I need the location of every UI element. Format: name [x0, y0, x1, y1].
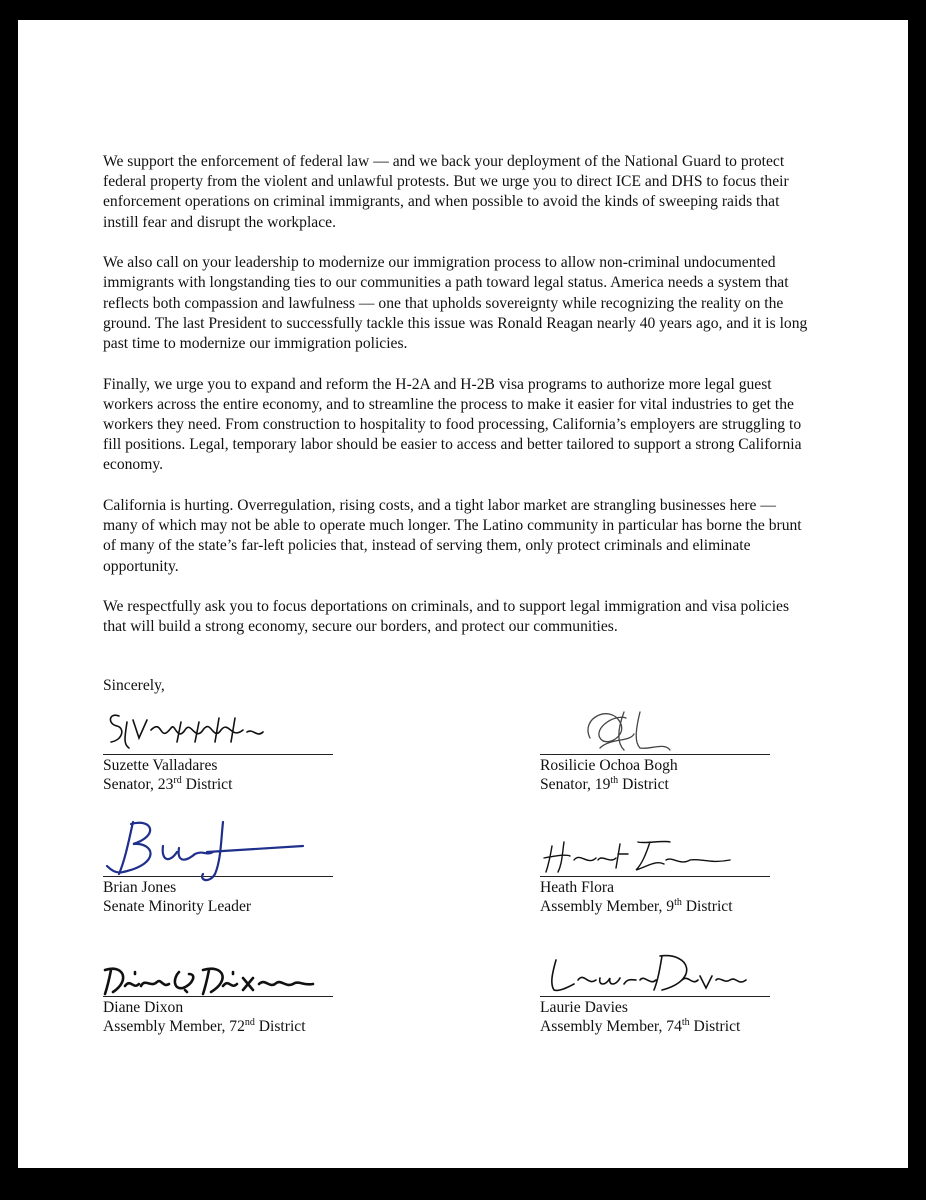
closing-salutation: Sincerely,	[103, 677, 165, 694]
signature-line	[103, 708, 333, 755]
signature-line	[103, 830, 333, 877]
handwritten-signature	[540, 830, 770, 876]
signatory-name: Diane Dixon	[103, 999, 184, 1016]
signature-block	[540, 950, 770, 1035]
handwritten-signature	[103, 708, 333, 754]
paragraph-visa-programs: Finally, we urge you to expand and reform the H-2A and H-2B visa programs to authorize more legal guest workers across the entire economy, and to streamline the process to make it easier for vital industries to get the workers they need. From construction to hospitality to food processing, California’s employers are struggling to fill positions. Legal, temporary labor should be easier to access and better tailored to support a strong California economy.	[103, 375, 802, 474]
signatory-title: Senate Minority Leader	[103, 898, 252, 915]
handwritten-signature	[540, 950, 770, 996]
signature-block	[540, 708, 770, 793]
signature-block	[540, 830, 770, 915]
signatory-title: Assembly Member, 9th District	[540, 896, 733, 915]
signature-block	[103, 950, 333, 1035]
paragraph-modernize: We also call on your leadership to modernize our immigration process to allow non-criminal undocumented immigrants with longstanding ties to our communities a path toward legal status. America needs a system that reflects both compassion and lawfulness — one that upholds sovereignty while recognizing the reality on the ground. The last President to successfully tackle this issue was Ronald Reagan nearly 40 years ago, and it is long past time to modernize our immigration policies.	[103, 254, 808, 353]
paragraph-request: We respectfully ask you to focus deportations on criminals, and to support legal immigration and visa policies that will build a strong economy, secure our borders, and protect our communities.	[103, 598, 790, 636]
signatory-title: Senator, 19th District	[540, 774, 669, 793]
signatory-name: Rosilicie Ochoa Bogh	[540, 757, 678, 774]
signatory-name: Brian Jones	[103, 879, 177, 896]
signatory-name: Suzette Valladares	[103, 757, 218, 774]
handwritten-signature	[540, 708, 770, 754]
letter-page	[18, 20, 908, 1168]
handwritten-signature	[103, 830, 333, 876]
signature-line	[540, 950, 770, 997]
signature-line	[540, 708, 770, 755]
signature-block	[103, 708, 333, 793]
signatory-title: Senator, 23rd District	[103, 774, 233, 793]
signature-block	[103, 830, 333, 915]
signature-line	[540, 830, 770, 877]
signature-line	[103, 950, 333, 997]
paragraph-enforcement: We support the enforcement of federal law — and we back your deployment of the National Guard to protect federal property from the violent and unlawful protests. But we urge you to direct ICE and DHS to focus their enforcement operations on criminal immigrants, and when possible to avoid the kinds of sweeping raids that instill fear and disrupt the workplace.	[103, 153, 789, 231]
signatory-name: Laurie Davies	[540, 999, 628, 1016]
paragraph-california-hurting: California is hurting. Overregulation, rising costs, and a tight labor market are strangling businesses here — many of which may not be able to operate much longer. The Latino community in particular has borne the brunt of many of the state’s far-left policies that, instead of serving them, only protect criminals and eliminate opportunity.	[103, 497, 802, 575]
signatory-title: Assembly Member, 72nd District	[103, 1016, 306, 1035]
letter-body	[103, 152, 813, 658]
handwritten-signature	[103, 950, 333, 996]
signatory-title: Assembly Member, 74th District	[540, 1016, 741, 1035]
signatory-name: Heath Flora	[540, 879, 615, 896]
